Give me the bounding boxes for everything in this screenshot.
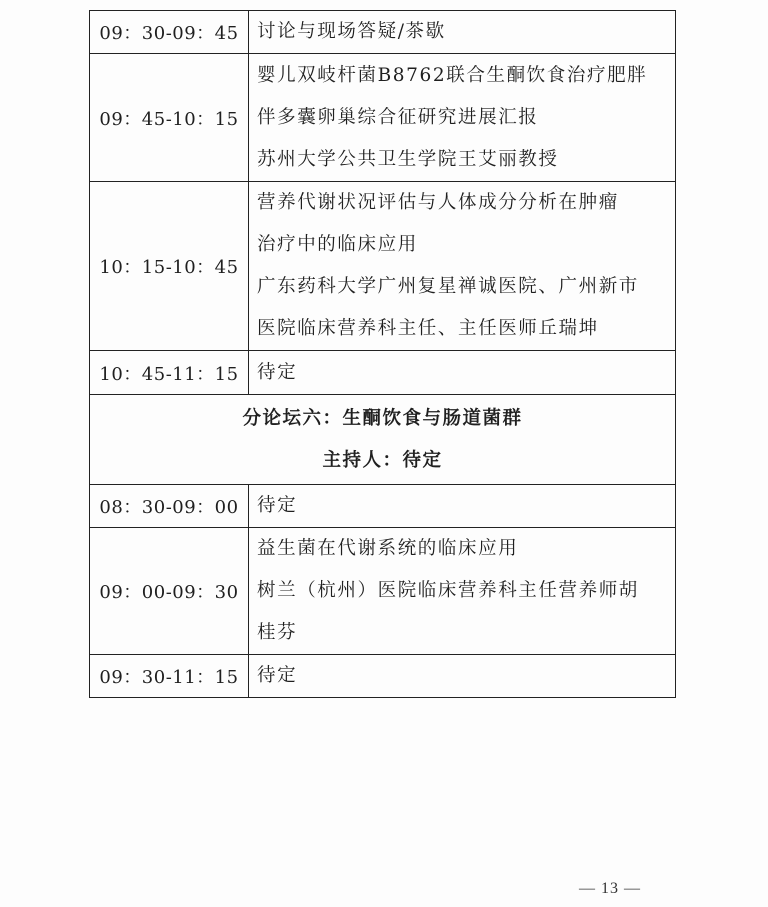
description-cell	[249, 485, 676, 528]
description-cell	[249, 655, 676, 698]
table-row	[90, 11, 676, 54]
description-line: 桂芬	[257, 622, 298, 643]
time-cell: 09：00-09：30	[90, 528, 249, 655]
description-line: 树兰（杭州）医院临床营养科主任营养师胡	[257, 580, 639, 601]
table-row	[90, 182, 676, 351]
description-line: 益生菌在代谢系统的临床应用	[257, 538, 519, 559]
description-line: 医院临床营养科主任、主任医师丘瑞坤	[257, 318, 599, 339]
session-host: 主持人：待定	[322, 449, 443, 471]
description-line: 苏州大学公共卫生学院王艾丽教授	[257, 148, 559, 170]
description-line: 讨论与现场答疑/茶歇	[257, 21, 446, 42]
time-cell: 08：30-09：00	[90, 485, 249, 528]
session-header-row	[90, 395, 676, 485]
description-line: 婴儿双岐杆菌B8762联合生酮饮食治疗肥胖	[257, 64, 648, 86]
description-line: 伴多囊卵巢综合征研究进展汇报	[257, 106, 539, 128]
description-cell	[249, 54, 676, 182]
description-cell	[249, 182, 676, 351]
table-row	[90, 528, 676, 655]
description-line: 治疗中的临床应用	[257, 234, 418, 255]
description-line: 待定	[257, 495, 298, 516]
description-line: 待定	[257, 361, 298, 383]
description-cell	[249, 11, 676, 54]
page-number: — 13 —	[579, 880, 641, 897]
description-line: 待定	[257, 665, 298, 686]
table-row	[90, 655, 676, 698]
session-header-cell	[90, 395, 676, 485]
table-row	[90, 54, 676, 182]
description-line: 广东药科大学广州复星禅诚医院、广州新市	[257, 276, 639, 297]
schedule-table	[89, 10, 676, 698]
description-cell	[249, 528, 676, 655]
session-title: 分论坛六：生酮饮食与肠道菌群	[242, 407, 523, 429]
time-cell: 09：45-10：15	[90, 54, 249, 182]
time-cell: 10：15-10：45	[90, 182, 249, 351]
time-cell: 09：30-09：45	[90, 11, 249, 54]
time-cell: 09：30-11：15	[90, 655, 249, 698]
table-row	[90, 351, 676, 395]
time-cell: 10：45-11：15	[90, 351, 249, 395]
description-cell	[249, 351, 676, 395]
table-row	[90, 485, 676, 528]
description-line: 营养代谢状况评估与人体成分分析在肿瘤	[257, 192, 619, 213]
